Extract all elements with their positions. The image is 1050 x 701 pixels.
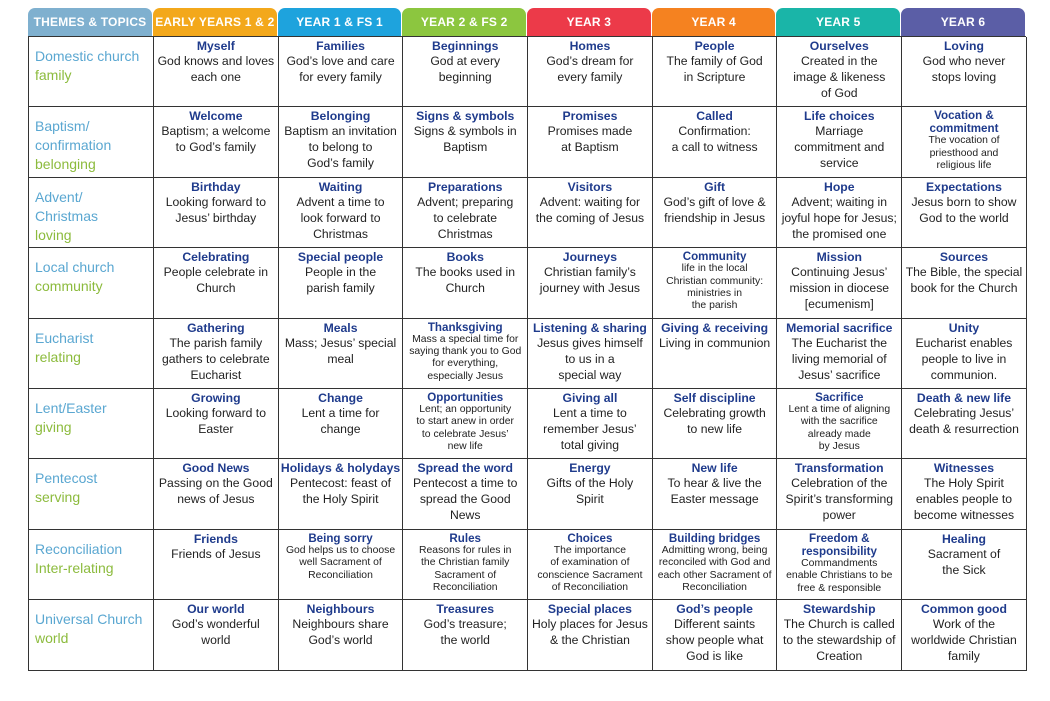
cell-body: Passing on the Good news of Jesus <box>158 476 273 507</box>
cell-title: God’s people <box>676 602 753 617</box>
cell-title: Unity <box>948 320 980 335</box>
cell-title: Preparations <box>427 179 503 194</box>
cell-title: Hope <box>824 179 855 194</box>
header-year-6: YEAR 6 <box>901 8 1025 36</box>
cell-body: Signs & symbols in Baptism <box>413 124 517 155</box>
cell-title: Loving <box>943 39 984 53</box>
table-cell <box>403 459 528 529</box>
cell-body: The parish family gathers to celebrate Eucharist <box>161 335 270 382</box>
cell-body: God’s love and care for every family <box>286 54 395 84</box>
table-cell <box>653 107 778 177</box>
table-cell <box>528 319 653 389</box>
table-cell <box>279 319 404 389</box>
table-cell <box>902 178 1027 248</box>
theme-name: Baptism/ confirmation <box>35 118 112 154</box>
topic-name: giving <box>35 418 72 435</box>
cell-title: Listening & sharing <box>533 320 647 335</box>
theme-cell <box>29 37 154 107</box>
table-cell <box>528 37 653 107</box>
cell-body: The importance of examination of conscience Sacrament of Reconciliation <box>537 544 643 593</box>
table-cell <box>279 600 404 670</box>
table-cell <box>528 248 653 318</box>
cell-body: Mass a special time for saying thank you to God for everything, especially Jesus <box>409 333 522 382</box>
table-cell <box>777 319 902 389</box>
cell-title: Meals <box>323 320 358 335</box>
cell-title: Sacrifice <box>815 390 864 404</box>
cell-title: Rules <box>449 531 481 545</box>
header-themes-topics: THEMES & TOPICS <box>28 8 152 36</box>
cell-body: Advent: waiting for the coming of Jesus <box>535 194 645 225</box>
cell-body: Baptism; a welcome to God’s family <box>161 124 271 155</box>
cell-body: Celebrating growth to new life <box>663 405 766 436</box>
theme-cell <box>29 459 154 529</box>
table-cell <box>653 459 778 529</box>
cell-body: Advent a time to look forward to Christmas <box>296 194 385 241</box>
cell-body: Holy places for Jesus & the Christian <box>531 617 648 648</box>
cell-title: Self discipline <box>673 390 756 405</box>
table-cell <box>403 600 528 670</box>
cell-body: Lent a time to remember Jesus’ total giving <box>543 405 637 452</box>
cell-body: Reasons for rules in the Christian family Sacrament of Reconciliation <box>419 544 512 593</box>
table-body <box>28 36 1026 671</box>
table-cell <box>902 459 1027 529</box>
cell-title: Giving all <box>562 390 618 405</box>
theme-name: Lent/Easter <box>35 399 107 416</box>
cell-title: Our world <box>187 602 245 617</box>
table-cell <box>902 389 1027 459</box>
curriculum-table <box>28 8 1026 671</box>
cell-body: The vocation of priesthood and religious life <box>928 135 1000 172</box>
cell-title: Neighbours <box>306 602 375 617</box>
cell-title: Death & new life <box>916 390 1012 405</box>
table-cell <box>777 530 902 600</box>
topic-name: loving <box>35 226 72 243</box>
cell-body: Mass; Jesus’ special meal <box>284 335 397 366</box>
table-cell <box>528 530 653 600</box>
table-cell <box>154 178 279 248</box>
cell-body: Baptism an invitation to belong to God’s family <box>284 124 397 171</box>
cell-title: Promises <box>562 109 618 124</box>
table-cell <box>154 530 279 600</box>
cell-title: Called <box>696 109 733 124</box>
cell-title: Homes <box>569 39 611 53</box>
theme-name: Universal Church <box>35 611 143 628</box>
cell-title: Mission <box>816 250 862 265</box>
cell-title: New life <box>691 461 738 476</box>
cell-body: God helps us to choose well Sacrament of Reconciliation <box>285 544 396 581</box>
cell-body: The Bible, the special book for the Church <box>905 265 1023 296</box>
table-cell <box>653 178 778 248</box>
cell-body: Celebration of the Spirit’s transforming power <box>785 476 894 523</box>
theme-cell <box>29 178 154 248</box>
cell-title: Thanksgiving <box>427 320 503 334</box>
cell-title: Memorial sacrifice <box>786 320 893 335</box>
cell-title: Birthday <box>191 179 241 194</box>
cell-title: Families <box>316 39 365 53</box>
cell-title: Friends <box>193 531 238 546</box>
header-year-4: YEAR 4 <box>652 8 776 36</box>
cell-title: Ourselves <box>809 39 869 53</box>
cell-body: Christian family’s journey with Jesus <box>539 265 641 296</box>
cell-title: Beginnings <box>432 39 499 53</box>
cell-body: Work of the worldwide Christian family <box>911 617 1017 664</box>
table-cell <box>777 389 902 459</box>
cell-body: Confirmation: a call to witness <box>671 124 758 155</box>
table-cell <box>279 389 404 459</box>
cell-title: Life choices <box>804 109 875 124</box>
cell-body: Eucharist enables people to live in communion. <box>915 335 1013 382</box>
theme-name: Local church <box>35 259 115 276</box>
table-cell <box>154 600 279 670</box>
topic-name: community <box>35 278 103 295</box>
header-year-5: YEAR 5 <box>776 8 900 36</box>
cell-body: Advent; waiting in joyful hope for Jesus; the promised one <box>781 194 897 241</box>
cell-body: Living in communion <box>659 335 771 350</box>
cell-body: Celebrating Jesus’ death & resurrection <box>909 405 1019 436</box>
cell-body: Neighbours share God’s world <box>292 617 389 648</box>
theme-cell <box>29 389 154 459</box>
table-cell <box>653 37 778 107</box>
theme-cell <box>29 248 154 318</box>
topic-name: belonging <box>35 156 96 173</box>
cell-body: The books used in Church <box>415 265 516 296</box>
cell-title: Building bridges <box>668 531 761 545</box>
cell-title: People <box>694 39 735 53</box>
table-cell <box>528 107 653 177</box>
cell-title: Giving & receiving <box>661 320 769 335</box>
cell-title: Journeys <box>562 250 617 265</box>
cell-body: Created in the image & likeness of God <box>793 54 886 100</box>
table-cell <box>154 248 279 318</box>
table-cell <box>777 178 902 248</box>
cell-title: Treasures <box>436 602 495 617</box>
topic-name: relating <box>35 348 81 365</box>
cell-title: Waiting <box>318 179 363 194</box>
cell-body: God’s gift of love & friendship in Jesus <box>663 194 766 225</box>
table-cell <box>902 248 1027 318</box>
cell-body: The family of God in Scripture <box>666 54 763 84</box>
cell-title: Being sorry <box>308 531 373 545</box>
table-cell <box>279 248 404 318</box>
table-cell <box>403 107 528 177</box>
table-cell <box>528 459 653 529</box>
header-year-2: YEAR 2 & FS 2 <box>402 8 526 36</box>
table-cell <box>154 319 279 389</box>
table-cell <box>528 600 653 670</box>
cell-title: Books <box>446 250 484 265</box>
table-cell <box>279 107 404 177</box>
table-cell <box>403 319 528 389</box>
table-cell <box>777 107 902 177</box>
table-cell <box>528 178 653 248</box>
cell-title: Community <box>682 250 747 264</box>
table-cell <box>777 37 902 107</box>
table-cell <box>154 107 279 177</box>
cell-title: Holidays & holydays <box>280 461 401 476</box>
topic-name: world <box>35 630 69 647</box>
cell-body: The Eucharist the living memorial of Jesus’ sacrifice <box>791 335 888 382</box>
cell-body: People celebrate in Church <box>163 265 269 296</box>
theme-name: Reconciliation <box>35 540 123 557</box>
cell-title: Healing <box>941 531 986 546</box>
cell-body: Admitting wrong, being reconciled with God and each other Sacrament of Reconciliation <box>657 544 772 593</box>
cell-title: Spread the word <box>417 461 513 476</box>
theme-name: Advent/ Christmas <box>35 188 99 224</box>
table-cell <box>902 319 1027 389</box>
cell-title: Energy <box>569 461 611 476</box>
theme-cell <box>29 107 154 177</box>
table-cell <box>777 248 902 318</box>
theme-cell <box>29 600 154 670</box>
cell-title: Belonging <box>310 109 371 124</box>
topic-name: Inter-relating <box>35 559 114 576</box>
cell-body: Promises made at Baptism <box>547 124 633 155</box>
table-cell <box>403 248 528 318</box>
cell-title: Expectations <box>926 179 1002 194</box>
cell-body: To hear & live the Easter message <box>667 476 762 507</box>
cell-body: God knows and loves each one <box>157 54 275 84</box>
cell-title: Growing <box>191 390 241 405</box>
cell-body: Friends of Jesus <box>171 546 261 561</box>
table-cell <box>403 37 528 107</box>
cell-body: People in the parish family <box>304 265 377 296</box>
theme-name: Pentecost <box>35 470 98 487</box>
cell-body: The Church is called to the stewardship of Creation <box>783 617 896 664</box>
cell-title: Signs & symbols <box>416 109 515 124</box>
cell-title: Gathering <box>187 320 245 335</box>
cell-title: Sources <box>939 250 989 265</box>
topic-name: serving <box>35 489 81 506</box>
cell-body: Continuing Jesus’ mission in diocese [ecumenism] <box>789 265 890 312</box>
table-cell <box>279 37 404 107</box>
cell-body: Different saints show people what God is like <box>665 617 764 664</box>
table-cell <box>653 530 778 600</box>
cell-body: life in the local Christian community: ministries in the parish <box>666 263 764 312</box>
table-cell <box>279 530 404 600</box>
header-year-3: YEAR 3 <box>527 8 651 36</box>
table-cell <box>653 389 778 459</box>
cell-title: Myself <box>196 39 235 53</box>
cell-title: Transformation <box>794 461 884 476</box>
theme-name: Eucharist <box>35 329 94 346</box>
cell-title: Celebrating <box>182 250 250 265</box>
header-year-1: YEAR 1 & FS 1 <box>278 8 402 36</box>
cell-body: Marriage commitment and service <box>794 124 885 171</box>
cell-body: God at every beginning <box>430 54 501 84</box>
cell-body: God who never stops loving <box>922 54 1006 84</box>
cell-title: Vocation & commitment <box>929 109 999 136</box>
cell-body: Commandments enable Christians to be free & responsible <box>786 557 893 594</box>
table-cell <box>777 459 902 529</box>
cell-body: Jesus born to show God to the world <box>911 194 1017 225</box>
cell-title: Change <box>318 390 363 405</box>
table-cell <box>279 459 404 529</box>
cell-body: Sacrament of the Sick <box>927 546 1001 577</box>
theme-cell <box>29 530 154 600</box>
cell-title: Choices <box>567 531 613 545</box>
table-cell <box>902 37 1027 107</box>
cell-body: The Holy Spirit enables people to become witnesses <box>913 476 1015 523</box>
cell-body: Lent; an opportunity to start anew in order to celebrate Jesus’ new life <box>416 403 515 453</box>
table-cell <box>653 319 778 389</box>
theme-name: Domestic church <box>35 48 140 64</box>
topic-name: family <box>35 67 72 83</box>
table-cell <box>403 178 528 248</box>
cell-title: Freedom & responsibility <box>801 531 877 558</box>
cell-body: Looking forward to Easter <box>165 405 266 436</box>
cell-title: Visitors <box>567 179 613 194</box>
table-cell <box>154 389 279 459</box>
cell-title: Common good <box>920 602 1007 617</box>
cell-body: Lent a time of aligning with the sacrifice already made by Jesus <box>788 403 891 453</box>
header-early-years: EARLY YEARS 1 & 2 <box>153 8 277 36</box>
cell-body: Pentecost: feast of the Holy Spirit <box>290 476 391 507</box>
cell-title: Witnesses <box>933 461 995 476</box>
cell-body: Lent a time for change <box>301 405 380 436</box>
cell-title: Gift <box>704 179 726 194</box>
cell-body: God’s wonderful world <box>171 617 260 648</box>
cell-body: Pentecost a time to spread the Good News <box>413 476 518 523</box>
table-cell <box>653 248 778 318</box>
cell-title: Stewardship <box>803 602 876 617</box>
theme-cell <box>29 319 154 389</box>
cell-body: Jesus gives himself to us in a special way <box>537 335 643 382</box>
cell-body: God’s dream for every family <box>546 54 634 84</box>
table-cell <box>902 107 1027 177</box>
cell-body: Advent; preparing to celebrate Christmas <box>417 194 514 241</box>
table-cell <box>653 600 778 670</box>
table-cell <box>403 530 528 600</box>
table-cell <box>279 178 404 248</box>
table-cell <box>902 530 1027 600</box>
header-row <box>28 8 1026 36</box>
table-cell <box>403 389 528 459</box>
table-cell <box>154 459 279 529</box>
table-cell <box>154 37 279 107</box>
table-cell <box>902 600 1027 670</box>
table-cell <box>777 600 902 670</box>
cell-body: God’s treasure; the world <box>423 617 507 648</box>
cell-title: Special places <box>547 602 632 617</box>
cell-title: Special people <box>297 250 384 265</box>
table-cell <box>528 389 653 459</box>
cell-title: Welcome <box>189 109 243 124</box>
cell-body: Gifts of the Holy Spirit <box>546 476 634 507</box>
cell-title: Good News <box>182 461 250 476</box>
cell-body: Looking forward to Jesus’ birthday <box>165 194 266 225</box>
cell-title: Opportunities <box>427 390 504 404</box>
